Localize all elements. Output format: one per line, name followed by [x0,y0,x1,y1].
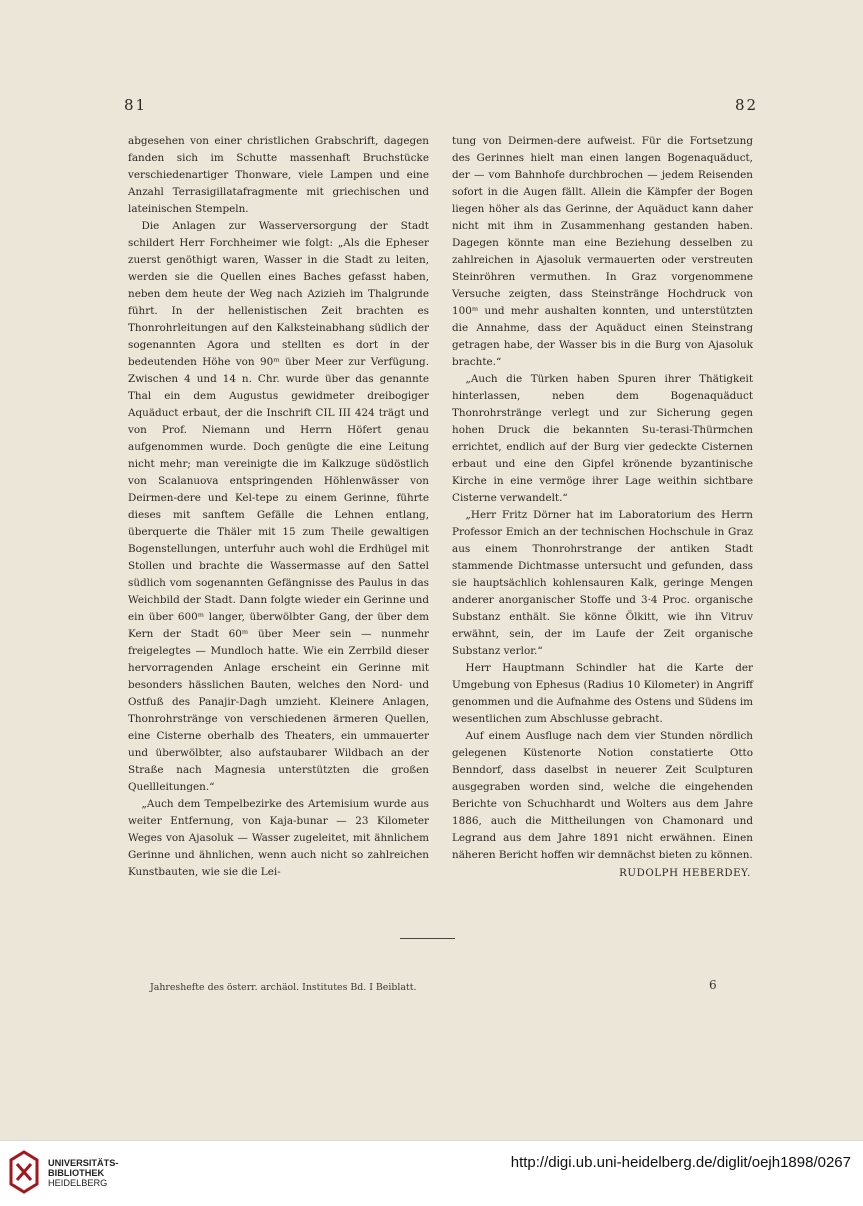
paragraph: Herr Hauptmann Schindler hat die Karte der Umgebung von Ephesus (Radius 10 Kilometer) in Angriff genommen und die Aufnahme des Ostens und Südens im wesentlichen zum Abschlusse gebracht. [452,662,753,725]
library-name-line: BIBLIOTHEK [48,1168,105,1179]
paragraph: „Herr Fritz Dörner hat im Laboratorium des Herrn Professor Emich an der technischen Hochschule in Graz aus einem Thonrohrstrange der antiken Stadt stammende Dichtmasse untersucht und gefunden, dass sie hauptsächlich kohlensauren Kalk, geringe Mengen anderer anorganischer Stoffe und 3·4 Proc. organische Substanz enthält. Sie könne Ölkitt, wie ihn Vitruv erwähnt, sein, der im Laufe der Zeit organische Substanz verlor.“ [452,509,753,657]
library-name-line: HEIDELBERG [48,1178,108,1189]
paragraph: „Auch die Türken haben Spuren ihrer Thätigkeit hinterlassen, neben dem Bogenaquäduct Thonrohrstränge verlegt und zur Sicherung gegen hohen Druck die bekannten Su-terasi-Thürmchen errichtet, endlich auf der Burg vier gedeckte Cisternen erbaut und eine den Gipfel krönende byzantinische Kirche in eine vermöge ihrer Lage weithin sichtbare Cisterne verwandelt.“ [452,373,753,504]
footer-journal-line: Jahreshefte des österr. archäol. Institutes Bd. I Beiblatt. [150,982,417,993]
paragraph: Die Anlagen zur Wasserversorgung der Stadt schildert Herr Forchheimer wie folgt: „Als die Epheser zuerst genöthigt waren, Wasser in die Stadt zu leiten, werden sie die Quellen eines Baches gefasst haben, neben dem heute der Weg nach Azizieh im Thalgrunde führt. In der hellenistischen Zeit brachten es Thonrohrleitungen auf den Kalksteinabhang südlich der sogenannten Agora und stellten es dort in der bedeutenden Höhe von 90ᵐ über Meer zur Verfügung. Zwischen 4 und 14 n. Chr. wurde über das genannte Thal ein dem Augustus gewidmeter dreibogiger Aquäduct erbaut, der die Inschrift CIL III 424 trägt und von Prof. Niemann und Herrn Höfert genau aufgenommen wurde. Doch genügte die eine Leitung nicht mehr; man vereinigte die im Kalkzuge südöstlich von Scalanuova entspringenden Höhlenwässer von Deirmen-dere und Kel-tepe zu einem Gerinne, führte dieses mit sanftem Gefälle die Lehnen entlang, überquerte die Thäler mit 15 zum Theile gewaltigen Bogenstellungen, unterfuhr auch wohl die Erdhügel mit Stollen und brachte die Wassermasse auf den Sattel südlich vom sogenannten Gefängnisse des Paulus in das Weichbild der Stadt. Dann folgte wieder ein Gerinne und ein über 600ᵐ langer, überwölbter Gang, der über dem Kern der Stadt 60ᵐ über Meer sein — nunmehr freigelegtes — Mundloch hatte. Wie ein Zerrbild dieser hervorragenden Anlage erscheint ein Gerinne mit besonders hässlichen Bauten, welches den Nord- und Ostfuß des Panajir-Dagh umzieht. Kleinere Anlagen, Thonrohrstränge von verschiedenen ärmeren Quellen, eine Cisterne oberhalb des Theaters, ein ummauerter und überwölbter, also aufstaubarer Wildbach an der Straße nach Magnesia unterstützten die großen Quellleitungen.“ [128,220,429,793]
library-name-line: UNIVERSITÄTS- [48,1158,119,1168]
text-column-right [452,133,753,882]
library-name[interactable] [48,1158,118,1189]
paragraph: Auf einem Ausfluge nach dem vier Stunden nördlich gelegenen Küstenorte Notion constatierte Otto Benndorf, dass daselbst in neuerer Zeit Sculpturen ausgegraben worden sind, welche die eingehenden Berichte von Schuchhardt und Wolters aus dem Jahre 1886, auch die Mittheilungen von Chamonard und Legrand aus dem Jahre 1891 nicht erwähnen. Einen näheren Bericht hoffen wir demnächst bieten zu können. [452,730,753,861]
paragraph: abgesehen von einer christlichen Grabschrift, dagegen fanden sich im Schutte massenhaft Bruchstücke verschiedenartiger Thonware, viele Lampen und eine Anzahl Terrasigillatafragmente mit griechischen und lateinischen Stempeln. [128,135,429,215]
page-number-left: 81 [124,96,148,114]
paragraph: tung von Deirmen-dere aufweist. Für die Fortsetzung des Gerinnes hielt man einen langen Bogenaquäduct, der — vom Bahnhofe durchbrochen — jedem Reisenden sofort in die Augen fällt. Allein die Kämpfer der Bogen liegen höher als das Gerinne, der Aquäduct kann daher nicht mit ihm in Zusammenhang gestanden haben. Dagegen könnte man eine Beziehung desselben zu zahlreichen in Ajasoluk vermauerten oder verstreuten Steinröhren vermuthen. In Graz vorgenommene Versuche zeigten, dass Steinstränge Hochdruck von 100ᵐ und mehr aushalten konnten, und unterstützten die Annahme, dass der Aquäduct einen Steinstrang getragen habe, der Wasser bis in die Burg von Ajasoluk brachte.“ [452,135,753,368]
footer-signature-number: 6 [709,978,717,992]
text-column-left [128,133,429,881]
permalink-url[interactable]: http://digi.ub.uni-heidelberg.de/diglit/oejh1898/0267 [510,1154,851,1171]
page-number-right: 82 [735,96,759,114]
paragraph: „Auch dem Tempelbezirke des Artemisium wurde aus weiter Entfernung, von Kaja-bunar — 23 Kilometer Weges von Ajasoluk — Wasser zugeleitet, mit ähnlichem Gerinne und ähnlichen, wenn auch nicht so zahlreichen Kunstbauten, wie sie die Lei- [128,798,429,878]
footer-divider [400,938,455,939]
author-signature: RUDOLPH HEBERDEY. [619,868,751,879]
library-logo-icon[interactable] [9,1150,39,1194]
viewer-footer-bar [0,1140,863,1206]
